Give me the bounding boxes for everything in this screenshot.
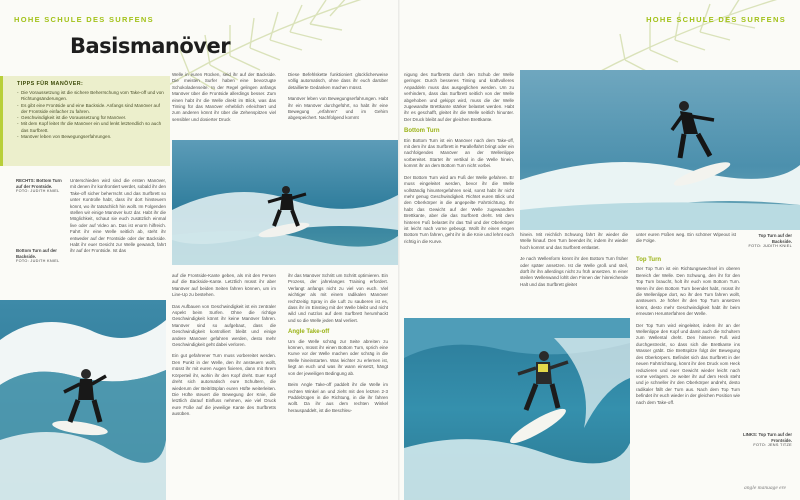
tips-item: - Manöver leben von Bewegungserfahrungen.	[17, 134, 164, 140]
surfer-photo-icon	[404, 318, 630, 500]
page-title: Basismanöver	[70, 34, 231, 58]
column-1-lower: Unterschieden wird sind die ersten Manöver, mit denen ihr konfrontiert werdet, sobald ihr den Take-off sicher beherrscht und das Surfbrett so unter Kontrolle habt, dass ihr dort hinsteuern könnt, wo ihr tatsächlich hin wollt. Im Folgenden stellen wir einige Manöver kurz dar. Habt ihr die Möglichkeit, schaut sie euch zusätzlich einmal live oder auf Video an. Das ist enorm hilfreich. Fahrt ihr eine Welle seitlich ab, steht ihr entweder auf der Frontside oder der Backside. Habt ihr euer Gesicht zur Welle gewandt, fahrt ihr auf der Frontside. Ist das	[70, 178, 166, 254]
photo-top-turn-frontside	[404, 318, 630, 500]
tips-item: - Es gibt eine Frontside und eine Backside. Anfangs sind Manöver auf der Frontside einfacher zu fahren.	[17, 103, 164, 116]
running-head-right: HOHE SCHULE DES SURFENS	[646, 15, 786, 24]
column-2-bottom: auf die Frontside-Kante geben, als mit den Fersen auf die Backside-Kante. Letztlich müsst ihr aber Manöver auf beiden Seiten fahren können, um im Line-Up zu bestehen. Das Aufbauen von Geschwindigkeit ist ein zentraler Aspekt beim Surfen. Ohne die richtige Geschwindigkeit könnt ihr keine Manöver fahren. Manöver sind so aufgebaut, dass die Geschwindigkeit kontrolliert bleibt und einige andere Manöver gefahren werden, desto mehr Geschwindigkeit geht dabei verloren. Ein gut gefahrener Turn muss vorbereitet werden. Den Punkt in der Welle, den ihr ansteuern wollt, müsst ihr mit euren Augen fixieren, dann mit Ihrem Körperteil ihr, wohin ihr den Kopf dreht. Euer Kopf dreht sich automatisch eure Schultern, die wiederum der Beitrittsplan euren Hüfte weiterleiten. Die Hüfte steuert die Bewegung der Knie, die letztlich darauf Einfluss nehmen, wie viel Druck eure Füße auf die jeweilige Kante des Surfbretts ausüben.	[172, 273, 276, 417]
caption-links-top-turn: LINKS: Top Turn auf der Frontside. FOTO: JENS TITZE	[742, 432, 792, 448]
tips-item: - Die Voraussetzung ist die sichere Beherrschung vom Take-off und von Richtungsänderungen.	[17, 90, 164, 103]
surfer-photo-icon	[172, 140, 398, 265]
column-6-bottom: Top Turn Der Top Turn ist ein Richtungswechsel im oberen Bereich der Welle. Den Schwung, den ihr für den Top Turn braucht, holt ihr euch vom Bottom Turn. Wenn ihr den Bottom Turn beendet habt, müsst ihr die Wellenlippe dort, wo ihr den Turn fahren wollt, ansteuern. Je höher ihr den Top Turn ansetzen könnt, desto mehr Geschwindigkeit habt ihr beim erneuten Herunterfahren der Welle. Der Top Turn wird eingeleitet, indem ihr an der Wellenlippe den Kopf und damit auch die Schultern zum Wellental dreht. Den hinteren Fuß wird durchgestreckt, so dass sich die Brettkante ins Wasser gräbt. Die Brettspitze folgt der Bewegung des Oberkörpers. Befindet sich das Surfbrett in der neuen Fahrtrichtung, könnt ihr den Druck vom Heck reduzieren und euer Gewicht wieder leicht nach vorne verlagern. Je weiter ihr auf dem Heck steht und je schneller ihr den Oberkörper andreht, desto radikaler fällt der Turn aus. Nach dem Top Turn befindet ihr euch wieder in der gleichen Position wie nach dem Take-off.	[636, 257, 740, 405]
photo-bottom-turn-backside	[0, 300, 166, 500]
caption-rechts: RECHTS: Bottom Turn auf der Frontside. FOTO: JUDITH KNIEL	[16, 178, 62, 194]
surfer-photo-icon	[0, 300, 166, 500]
column-6-mid: unter euren Füßen weg. Ein schöner Wipeout ist die Folge.	[636, 232, 736, 244]
caption-bottom-turn-backside: Bottom Turn auf der Backside. FOTO: JUDITH KNIEL	[16, 248, 60, 264]
tips-item: - Geschwindigkeit ist die Voraussetzung für Manöver.	[17, 115, 164, 121]
column-2-top: Welle in euren Rücken, seid ihr auf der Backside. Die meisten Surfer haben eine bevorzugte Schokoladenseite. In der Regel gelingen anfangs Manöver über die Frontside allerdings besser. Zum einen habt ihr die Welle direkt im Blick, was das Timing für das Manöver erheblich erleichtert und zum anderen könnt ihr über die Zehenspitzen viel sensibler und dosierter Druck	[172, 72, 276, 122]
right-page	[400, 0, 800, 500]
photo-bottom-turn-frontside	[172, 140, 398, 265]
subhead-angle-take-off: Angle Take-off	[288, 329, 330, 336]
tips-list	[17, 90, 164, 140]
subhead-top-turn: Top Turn	[636, 257, 662, 263]
subhead-bottom-turn: Bottom Turn	[404, 128, 440, 135]
column-3-bottom: ihr das Manöver Schritt um Schritt optimieren. Ein Prozess, der jahrelanges Training erfordert. Verlangt anfangs nicht zu viel von euch. Viel wichtiger als mit einem radikalen Manöver rechtzeitig Spray in die Luft zu sauberen ist es, dass ihr im Einstieg mit der Welle bleibt und nicht wild und nutzlos auf dem Surfbrett herumhackt und so die Welle jeden Mal verliert. Angle Take-off Um die Welle schräg zur Seite abreiten zu können, müsst ihr einen Bottom Turn, sprich eine Kurve vor der Welle machen oder schräg in die Welle hineinstarten. Was leichter zu erlernen ist, liegt an euch und was ihr wann einsetzt, hängt von der jeweiligen Bedingung ab. Beim Angle Take-off paddelt ihr die Welle im rechten Winkel an und zieht mit den letzten 2-3 Paddelzügen in die Richtung, in die ihr fahren wollt. Da ihr aus dem rechten Winkel herauspaddelt, ist die Beschleu-	[288, 273, 388, 413]
column-5-mid: hinein. Mit reichlich Schwung fahrt ihr wieder die Welle hinauf. Den Turn beendet ihr, indem ihr wieder hoch kommt und das Surfbrett entlastet. Je nach Wellenform könnt ihr den Bottom Turn früher oder später ansetzen. Ist die Welle groß und steil, dürft ihr ihn allerdings nicht zu früh ansetzen. In einer steilen Wellenwand lohlt den Finnen der hinreichende Halt und das Surfbrett gleitet	[520, 232, 628, 287]
caption-top-turn-backside: Top Turn auf der Backside. FOTO: JUDITH KNIEL	[748, 233, 792, 249]
photo-top-turn-backside	[520, 70, 800, 230]
running-head-left: HOHE SCHULE DES SURFENS	[14, 15, 154, 24]
tips-heading: TIPPS FÜR MANÖVER:	[17, 81, 84, 87]
column-4-top: nigung des Surfbretts durch den Schub der Welle geringer. Durch besseres Timing und kraftvolleres Anpaddeln muss das ausgeglichen werden. Um zu verhindern, dass das Surfbrett seitlich von der Welle abgehoben und gekippt wird, muss die der Welle zugewandte Brettkante stärker belastet werden. Habt ihr es geschafft, gleitet ihr die Welle seitlich hinunter. Der Druck bleibt auf der gleichen Brettkante. Bottom Turn Ein Bottom Turn ist ein Manöver nach dem Take-off, mit dem ihr das Surfbrett in Parallelfahrt bringt oder ein nachfolgendes Manöver an der Wellenlippe vorbereitet. Startet ihr vertikal in die Welle hinein, kommt ihr an dem Bottom Turn nicht vorbei. Der Bottom Turn wird am Fuß der Welle gefahren. Er muss eingeleitet werden, bevor ihr die Welle vollständig hinuntergefahren seid, sonst habt ihr nicht mehr genug Geschwindigkeit. Richtet euren Blick und den Oberkörper in die angepeilte Fahrtrichtung. Ihr habt das Gewicht auf der Welle zugewandten Brettkante, aber die das Surfbrett dreht. Mit dem hinteren Fuß belastet ihr das Tail und der Oberkörper ist leicht nach vorne gebeugt. Wollt ihr einen engen Bottom Turn fahren, geht ihr in die Knie und lehnt euch richtig in die Kurve.	[404, 72, 514, 244]
column-3-top: Diese Befehlskette funktioniert glücklicherweise völlig automatisch, ohne dass ihr euch darüber detaillierte Gedanken machen müsst. Manöver leben von Bewegungserfahrungen. Habt ihr ein Manöver durchgeführt, so habt ihr eine Bewegung „erfahren“ und im Gehirn abgespeichert. Nachfolgend kommt	[288, 72, 388, 121]
tips-box	[0, 76, 170, 166]
page-folio: angle manuage ere	[744, 485, 786, 491]
tips-item: - Mit dem Kopf leitet Ihr die Manöver ein und lenkt letztendlich so auch das Surfbrett.	[17, 121, 164, 134]
surfer-photo-icon	[520, 70, 800, 230]
